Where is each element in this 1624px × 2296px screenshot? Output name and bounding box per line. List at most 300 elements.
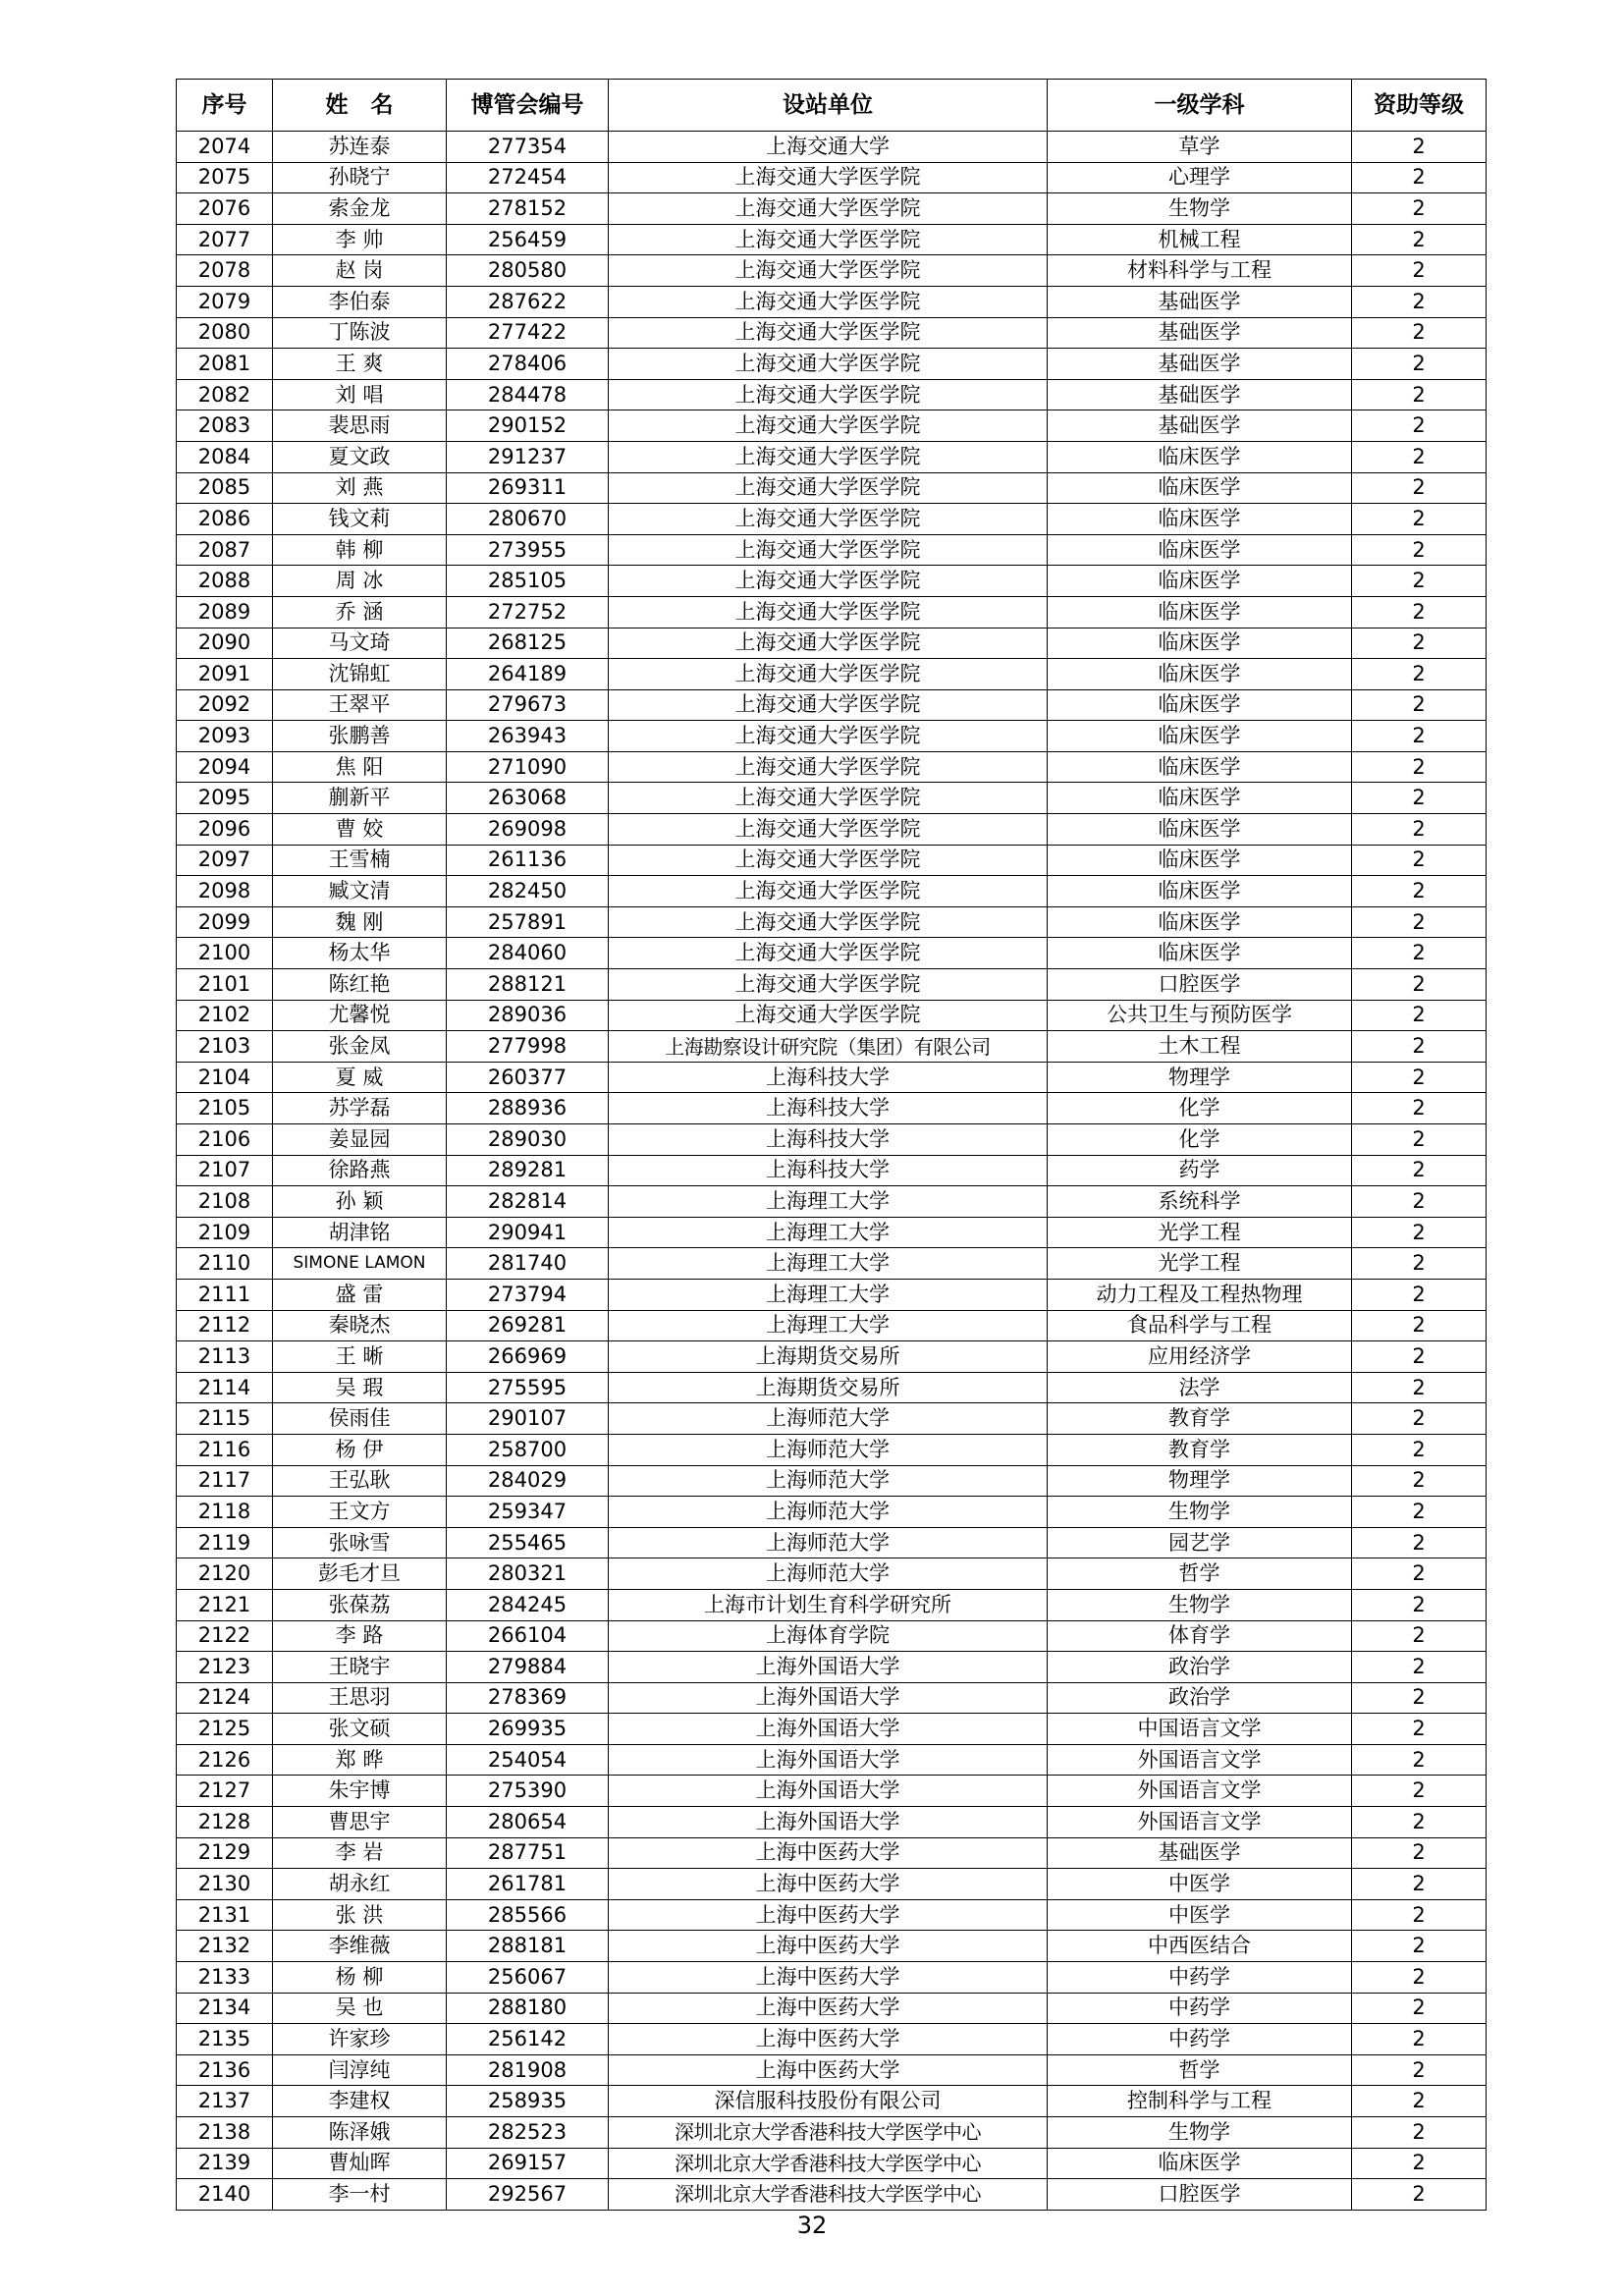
serial-cell: 2099 bbox=[177, 906, 273, 938]
name-cell: 马文琦 bbox=[273, 628, 447, 659]
name-cell: 刘 燕 bbox=[273, 472, 447, 504]
serial-cell: 2090 bbox=[177, 628, 273, 659]
id-cell: 287622 bbox=[447, 286, 609, 317]
id-cell: 257891 bbox=[447, 906, 609, 938]
id-cell: 273794 bbox=[447, 1279, 609, 1310]
serial-cell: 2125 bbox=[177, 1714, 273, 1745]
name-cell: 夏 威 bbox=[273, 1062, 447, 1093]
serial-cell: 2092 bbox=[177, 689, 273, 721]
unit-cell: 上海交通大学医学院 bbox=[609, 410, 1048, 442]
id-cell: 281908 bbox=[447, 2054, 609, 2086]
discipline-cell: 法学 bbox=[1048, 1372, 1352, 1403]
discipline-cell: 草学 bbox=[1048, 132, 1352, 163]
id-cell: 254054 bbox=[447, 1744, 609, 1776]
name-cell: 王 爽 bbox=[273, 349, 447, 380]
name-cell: 徐路燕 bbox=[273, 1155, 447, 1186]
table-row bbox=[177, 814, 1487, 846]
name-cell: 侯雨佳 bbox=[273, 1403, 447, 1435]
serial-cell: 2079 bbox=[177, 286, 273, 317]
serial-cell: 2104 bbox=[177, 1062, 273, 1093]
grade-cell: 2 bbox=[1352, 1341, 1487, 1373]
grade-cell: 2 bbox=[1352, 876, 1487, 907]
discipline-cell: 临床医学 bbox=[1048, 751, 1352, 783]
table-row bbox=[177, 1000, 1487, 1031]
serial-cell: 2137 bbox=[177, 2086, 273, 2117]
discipline-cell: 生物学 bbox=[1048, 1589, 1352, 1620]
name-cell: 孙晓宁 bbox=[273, 162, 447, 193]
discipline-cell: 临床医学 bbox=[1048, 876, 1352, 907]
table-row bbox=[177, 689, 1487, 721]
id-cell: 268125 bbox=[447, 628, 609, 659]
id-cell: 290152 bbox=[447, 410, 609, 442]
serial-cell: 2115 bbox=[177, 1403, 273, 1435]
table-row bbox=[177, 286, 1487, 317]
discipline-cell: 临床医学 bbox=[1048, 845, 1352, 876]
grade-cell: 2 bbox=[1352, 1837, 1487, 1869]
id-cell: 258700 bbox=[447, 1434, 609, 1465]
serial-cell: 2132 bbox=[177, 1931, 273, 1962]
discipline-cell: 体育学 bbox=[1048, 1620, 1352, 1652]
table-row bbox=[177, 1869, 1487, 1900]
grade-cell: 2 bbox=[1352, 1682, 1487, 1714]
serial-cell: 2098 bbox=[177, 876, 273, 907]
grade-cell: 2 bbox=[1352, 1217, 1487, 1248]
name-cell: 沈锦虹 bbox=[273, 659, 447, 690]
table-row bbox=[177, 349, 1487, 380]
table-row bbox=[177, 1714, 1487, 1745]
id-cell: 271090 bbox=[447, 751, 609, 783]
discipline-cell: 化学 bbox=[1048, 1124, 1352, 1156]
discipline-cell: 临床医学 bbox=[1048, 596, 1352, 628]
grade-cell: 2 bbox=[1352, 2024, 1487, 2055]
unit-cell: 上海交通大学医学院 bbox=[609, 659, 1048, 690]
id-cell: 289036 bbox=[447, 1000, 609, 1031]
grade-cell: 2 bbox=[1352, 349, 1487, 380]
discipline-cell: 教育学 bbox=[1048, 1403, 1352, 1435]
discipline-cell: 基础医学 bbox=[1048, 317, 1352, 349]
discipline-cell: 基础医学 bbox=[1048, 1837, 1352, 1869]
table-row bbox=[177, 1031, 1487, 1063]
unit-cell: 上海中医药大学 bbox=[609, 1869, 1048, 1900]
discipline-cell: 系统科学 bbox=[1048, 1186, 1352, 1218]
name-cell: 王晓宇 bbox=[273, 1652, 447, 1683]
discipline-cell: 光学工程 bbox=[1048, 1248, 1352, 1280]
col-header-serial: 序号 bbox=[177, 80, 273, 132]
funding-list-table bbox=[176, 79, 1487, 2211]
serial-cell: 2076 bbox=[177, 193, 273, 225]
serial-cell: 2129 bbox=[177, 1837, 273, 1869]
name-cell: 陈泽娥 bbox=[273, 2117, 447, 2149]
unit-cell: 上海交通大学医学院 bbox=[609, 162, 1048, 193]
unit-cell: 上海外国语大学 bbox=[609, 1652, 1048, 1683]
grade-cell: 2 bbox=[1352, 504, 1487, 535]
table-row bbox=[177, 2086, 1487, 2117]
unit-cell: 上海交通大学医学院 bbox=[609, 193, 1048, 225]
id-cell: 269935 bbox=[447, 1714, 609, 1745]
name-cell: 杨太华 bbox=[273, 938, 447, 969]
unit-cell: 上海交通大学医学院 bbox=[609, 504, 1048, 535]
unit-cell: 上海交通大学医学院 bbox=[609, 876, 1048, 907]
grade-cell: 2 bbox=[1352, 689, 1487, 721]
unit-cell: 上海理工大学 bbox=[609, 1310, 1048, 1341]
table-row bbox=[177, 2054, 1487, 2086]
discipline-cell: 口腔医学 bbox=[1048, 969, 1352, 1001]
serial-cell: 2093 bbox=[177, 721, 273, 752]
unit-cell: 上海市计划生育科学研究所 bbox=[609, 1589, 1048, 1620]
id-cell: 292567 bbox=[447, 2179, 609, 2211]
grade-cell: 2 bbox=[1352, 1931, 1487, 1962]
serial-cell: 2131 bbox=[177, 1899, 273, 1931]
grade-cell: 2 bbox=[1352, 1869, 1487, 1900]
grade-cell: 2 bbox=[1352, 1714, 1487, 1745]
table-row bbox=[177, 1062, 1487, 1093]
grade-cell: 2 bbox=[1352, 751, 1487, 783]
unit-cell: 上海交通大学医学院 bbox=[609, 566, 1048, 597]
grade-cell: 2 bbox=[1352, 472, 1487, 504]
table-row bbox=[177, 1962, 1487, 1994]
grade-cell: 2 bbox=[1352, 1031, 1487, 1063]
unit-cell: 上海交通大学医学院 bbox=[609, 1000, 1048, 1031]
serial-cell: 2102 bbox=[177, 1000, 273, 1031]
serial-cell: 2133 bbox=[177, 1962, 273, 1994]
table-row bbox=[177, 1372, 1487, 1403]
id-cell: 291237 bbox=[447, 441, 609, 472]
header-row bbox=[177, 80, 1487, 132]
id-cell: 263943 bbox=[447, 721, 609, 752]
discipline-cell: 临床医学 bbox=[1048, 2148, 1352, 2179]
serial-cell: 2109 bbox=[177, 1217, 273, 1248]
unit-cell: 上海科技大学 bbox=[609, 1124, 1048, 1156]
table-row bbox=[177, 379, 1487, 410]
unit-cell: 上海外国语大学 bbox=[609, 1776, 1048, 1807]
discipline-cell: 食品科学与工程 bbox=[1048, 1310, 1352, 1341]
name-cell: 李建权 bbox=[273, 2086, 447, 2117]
table-row bbox=[177, 1465, 1487, 1497]
id-cell: 285566 bbox=[447, 1899, 609, 1931]
serial-cell: 2105 bbox=[177, 1093, 273, 1124]
serial-cell: 2084 bbox=[177, 441, 273, 472]
table-row bbox=[177, 441, 1487, 472]
serial-cell: 2139 bbox=[177, 2148, 273, 2179]
table-row bbox=[177, 1807, 1487, 1838]
discipline-cell: 哲学 bbox=[1048, 2054, 1352, 2086]
id-cell: 269157 bbox=[447, 2148, 609, 2179]
id-cell: 287751 bbox=[447, 1837, 609, 1869]
id-cell: 275595 bbox=[447, 1372, 609, 1403]
table-row bbox=[177, 132, 1487, 163]
serial-cell: 2136 bbox=[177, 2054, 273, 2086]
serial-cell: 2128 bbox=[177, 1807, 273, 1838]
name-cell: 王思羽 bbox=[273, 1682, 447, 1714]
unit-cell: 上海理工大学 bbox=[609, 1279, 1048, 1310]
discipline-cell: 应用经济学 bbox=[1048, 1341, 1352, 1373]
id-cell: 259347 bbox=[447, 1497, 609, 1528]
grade-cell: 2 bbox=[1352, 1434, 1487, 1465]
serial-cell: 2075 bbox=[177, 162, 273, 193]
grade-cell: 2 bbox=[1352, 1558, 1487, 1590]
name-cell: 张 洪 bbox=[273, 1899, 447, 1931]
table-row bbox=[177, 876, 1487, 907]
table-body bbox=[177, 132, 1487, 2211]
table-row bbox=[177, 969, 1487, 1001]
serial-cell: 2086 bbox=[177, 504, 273, 535]
serial-cell: 2121 bbox=[177, 1589, 273, 1620]
name-cell: 刘 唱 bbox=[273, 379, 447, 410]
serial-cell: 2138 bbox=[177, 2117, 273, 2149]
unit-cell: 深圳北京大学香港科技大学医学中心 bbox=[609, 2179, 1048, 2211]
grade-cell: 2 bbox=[1352, 1527, 1487, 1558]
name-cell: 许家珍 bbox=[273, 2024, 447, 2055]
table-row bbox=[177, 1341, 1487, 1373]
serial-cell: 2110 bbox=[177, 1248, 273, 1280]
unit-cell: 上海科技大学 bbox=[609, 1062, 1048, 1093]
unit-cell: 上海师范大学 bbox=[609, 1558, 1048, 1590]
col-header-id: 博管会编号 bbox=[447, 80, 609, 132]
table-row bbox=[177, 1652, 1487, 1683]
discipline-cell: 基础医学 bbox=[1048, 286, 1352, 317]
discipline-cell: 基础医学 bbox=[1048, 379, 1352, 410]
table-row bbox=[177, 906, 1487, 938]
unit-cell: 上海外国语大学 bbox=[609, 1744, 1048, 1776]
table-row bbox=[177, 1279, 1487, 1310]
unit-cell: 上海交通大学医学院 bbox=[609, 349, 1048, 380]
id-cell: 284029 bbox=[447, 1465, 609, 1497]
id-cell: 282814 bbox=[447, 1186, 609, 1218]
name-cell: 赵 岗 bbox=[273, 255, 447, 287]
table-row bbox=[177, 1155, 1487, 1186]
grade-cell: 2 bbox=[1352, 1620, 1487, 1652]
name-cell: 吴 也 bbox=[273, 1993, 447, 2024]
id-cell: 288121 bbox=[447, 969, 609, 1001]
grade-cell: 2 bbox=[1352, 906, 1487, 938]
serial-cell: 2091 bbox=[177, 659, 273, 690]
id-cell: 284245 bbox=[447, 1589, 609, 1620]
discipline-cell: 临床医学 bbox=[1048, 472, 1352, 504]
unit-cell: 上海交通大学医学院 bbox=[609, 845, 1048, 876]
table-row bbox=[177, 1682, 1487, 1714]
grade-cell: 2 bbox=[1352, 2179, 1487, 2211]
id-cell: 256067 bbox=[447, 1962, 609, 1994]
serial-cell: 2113 bbox=[177, 1341, 273, 1373]
serial-cell: 2111 bbox=[177, 1279, 273, 1310]
table-row bbox=[177, 224, 1487, 255]
name-cell: 胡永红 bbox=[273, 1869, 447, 1900]
grade-cell: 2 bbox=[1352, 1124, 1487, 1156]
id-cell: 288180 bbox=[447, 1993, 609, 2024]
serial-cell: 2107 bbox=[177, 1155, 273, 1186]
discipline-cell: 临床医学 bbox=[1048, 783, 1352, 814]
discipline-cell: 生物学 bbox=[1048, 2117, 1352, 2149]
name-cell: 张葆荔 bbox=[273, 1589, 447, 1620]
table-row bbox=[177, 1434, 1487, 1465]
grade-cell: 2 bbox=[1352, 1248, 1487, 1280]
name-cell: 姜显园 bbox=[273, 1124, 447, 1156]
id-cell: 288181 bbox=[447, 1931, 609, 1962]
table-row bbox=[177, 751, 1487, 783]
grade-cell: 2 bbox=[1352, 1807, 1487, 1838]
table-row bbox=[177, 1589, 1487, 1620]
discipline-cell: 中国语言文学 bbox=[1048, 1714, 1352, 1745]
table-row bbox=[177, 1620, 1487, 1652]
discipline-cell: 临床医学 bbox=[1048, 628, 1352, 659]
serial-cell: 2078 bbox=[177, 255, 273, 287]
name-cell: 王翠平 bbox=[273, 689, 447, 721]
discipline-cell: 基础医学 bbox=[1048, 349, 1352, 380]
table-row bbox=[177, 938, 1487, 969]
unit-cell: 上海交通大学医学院 bbox=[609, 906, 1048, 938]
table-row bbox=[177, 193, 1487, 225]
unit-cell: 上海交通大学医学院 bbox=[609, 441, 1048, 472]
discipline-cell: 心理学 bbox=[1048, 162, 1352, 193]
discipline-cell: 中药学 bbox=[1048, 1993, 1352, 2024]
table-row bbox=[177, 1776, 1487, 1807]
id-cell: 269281 bbox=[447, 1310, 609, 1341]
table-row bbox=[177, 2117, 1487, 2149]
grade-cell: 2 bbox=[1352, 1279, 1487, 1310]
id-cell: 277422 bbox=[447, 317, 609, 349]
unit-cell: 上海师范大学 bbox=[609, 1527, 1048, 1558]
serial-cell: 2074 bbox=[177, 132, 273, 163]
id-cell: 261136 bbox=[447, 845, 609, 876]
name-cell: 王弘耿 bbox=[273, 1465, 447, 1497]
grade-cell: 2 bbox=[1352, 2086, 1487, 2117]
name-cell: 曹灿晖 bbox=[273, 2148, 447, 2179]
grade-cell: 2 bbox=[1352, 628, 1487, 659]
serial-cell: 2089 bbox=[177, 596, 273, 628]
grade-cell: 2 bbox=[1352, 1744, 1487, 1776]
serial-cell: 2080 bbox=[177, 317, 273, 349]
serial-cell: 2119 bbox=[177, 1527, 273, 1558]
table-row bbox=[177, 1931, 1487, 1962]
grade-cell: 2 bbox=[1352, 1155, 1487, 1186]
id-cell: 255465 bbox=[447, 1527, 609, 1558]
unit-cell: 上海交通大学医学院 bbox=[609, 596, 1048, 628]
id-cell: 272752 bbox=[447, 596, 609, 628]
col-header-name: 姓 名 bbox=[273, 80, 447, 132]
unit-cell: 上海交通大学医学院 bbox=[609, 721, 1048, 752]
discipline-cell: 中医学 bbox=[1048, 1899, 1352, 1931]
unit-cell: 上海中医药大学 bbox=[609, 1837, 1048, 1869]
serial-cell: 2085 bbox=[177, 472, 273, 504]
unit-cell: 上海交通大学医学院 bbox=[609, 969, 1048, 1001]
id-cell: 280670 bbox=[447, 504, 609, 535]
grade-cell: 2 bbox=[1352, 1403, 1487, 1435]
name-cell: 盛 雷 bbox=[273, 1279, 447, 1310]
id-cell: 279884 bbox=[447, 1652, 609, 1683]
col-header-discipline: 一级学科 bbox=[1048, 80, 1352, 132]
serial-cell: 2100 bbox=[177, 938, 273, 969]
name-cell: 李 路 bbox=[273, 1620, 447, 1652]
id-cell: 261781 bbox=[447, 1869, 609, 1900]
grade-cell: 2 bbox=[1352, 1310, 1487, 1341]
name-cell: 夏文政 bbox=[273, 441, 447, 472]
id-cell: 279673 bbox=[447, 689, 609, 721]
name-cell: 乔 涵 bbox=[273, 596, 447, 628]
unit-cell: 上海体育学院 bbox=[609, 1620, 1048, 1652]
serial-cell: 2108 bbox=[177, 1186, 273, 1218]
name-cell: 张鹏善 bbox=[273, 721, 447, 752]
table-row bbox=[177, 1248, 1487, 1280]
table-row bbox=[177, 534, 1487, 566]
name-cell: 索金龙 bbox=[273, 193, 447, 225]
col-header-unit: 设站单位 bbox=[609, 80, 1048, 132]
table-row bbox=[177, 1837, 1487, 1869]
serial-cell: 2122 bbox=[177, 1620, 273, 1652]
discipline-cell: 外国语言文学 bbox=[1048, 1776, 1352, 1807]
serial-cell: 2087 bbox=[177, 534, 273, 566]
grade-cell: 2 bbox=[1352, 1652, 1487, 1683]
serial-cell: 2120 bbox=[177, 1558, 273, 1590]
table-row bbox=[177, 472, 1487, 504]
table-row bbox=[177, 162, 1487, 193]
name-cell: 闫淳纯 bbox=[273, 2054, 447, 2086]
discipline-cell: 政治学 bbox=[1048, 1652, 1352, 1683]
table-row bbox=[177, 410, 1487, 442]
table-row bbox=[177, 721, 1487, 752]
grade-cell: 2 bbox=[1352, 2148, 1487, 2179]
serial-cell: 2130 bbox=[177, 1869, 273, 1900]
grade-cell: 2 bbox=[1352, 534, 1487, 566]
table-row bbox=[177, 2024, 1487, 2055]
unit-cell: 上海师范大学 bbox=[609, 1497, 1048, 1528]
unit-cell: 上海期货交易所 bbox=[609, 1341, 1048, 1373]
discipline-cell: 生物学 bbox=[1048, 193, 1352, 225]
table-row bbox=[177, 1403, 1487, 1435]
name-cell: 曹 姣 bbox=[273, 814, 447, 846]
id-cell: 269311 bbox=[447, 472, 609, 504]
table-row bbox=[177, 504, 1487, 535]
grade-cell: 2 bbox=[1352, 1776, 1487, 1807]
name-cell: 陈红艳 bbox=[273, 969, 447, 1001]
serial-cell: 2117 bbox=[177, 1465, 273, 1497]
name-cell: 李一村 bbox=[273, 2179, 447, 2211]
grade-cell: 2 bbox=[1352, 1186, 1487, 1218]
unit-cell: 上海中医药大学 bbox=[609, 1931, 1048, 1962]
table-row bbox=[177, 2179, 1487, 2211]
grade-cell: 2 bbox=[1352, 286, 1487, 317]
discipline-cell: 机械工程 bbox=[1048, 224, 1352, 255]
discipline-cell: 临床医学 bbox=[1048, 566, 1352, 597]
unit-cell: 上海中医药大学 bbox=[609, 1962, 1048, 1994]
table-row bbox=[177, 317, 1487, 349]
name-cell: 苏学磊 bbox=[273, 1093, 447, 1124]
table-row bbox=[177, 1993, 1487, 2024]
unit-cell: 上海交通大学医学院 bbox=[609, 224, 1048, 255]
name-cell: 朱宇博 bbox=[273, 1776, 447, 1807]
unit-cell: 上海中医药大学 bbox=[609, 2024, 1048, 2055]
id-cell: 273955 bbox=[447, 534, 609, 566]
serial-cell: 2083 bbox=[177, 410, 273, 442]
table-row bbox=[177, 1558, 1487, 1590]
discipline-cell: 临床医学 bbox=[1048, 721, 1352, 752]
table-row bbox=[177, 1744, 1487, 1776]
serial-cell: 2127 bbox=[177, 1776, 273, 1807]
discipline-cell: 化学 bbox=[1048, 1093, 1352, 1124]
id-cell: 278406 bbox=[447, 349, 609, 380]
id-cell: 264189 bbox=[447, 659, 609, 690]
unit-cell: 深信服科技股份有限公司 bbox=[609, 2086, 1048, 2117]
id-cell: 280654 bbox=[447, 1807, 609, 1838]
discipline-cell: 光学工程 bbox=[1048, 1217, 1352, 1248]
name-cell: 钱文莉 bbox=[273, 504, 447, 535]
serial-cell: 2103 bbox=[177, 1031, 273, 1063]
id-cell: 275390 bbox=[447, 1776, 609, 1807]
id-cell: 258935 bbox=[447, 2086, 609, 2117]
discipline-cell: 生物学 bbox=[1048, 1497, 1352, 1528]
name-cell: 裴思雨 bbox=[273, 410, 447, 442]
unit-cell: 上海交通大学医学院 bbox=[609, 472, 1048, 504]
name-cell: 王 晰 bbox=[273, 1341, 447, 1373]
